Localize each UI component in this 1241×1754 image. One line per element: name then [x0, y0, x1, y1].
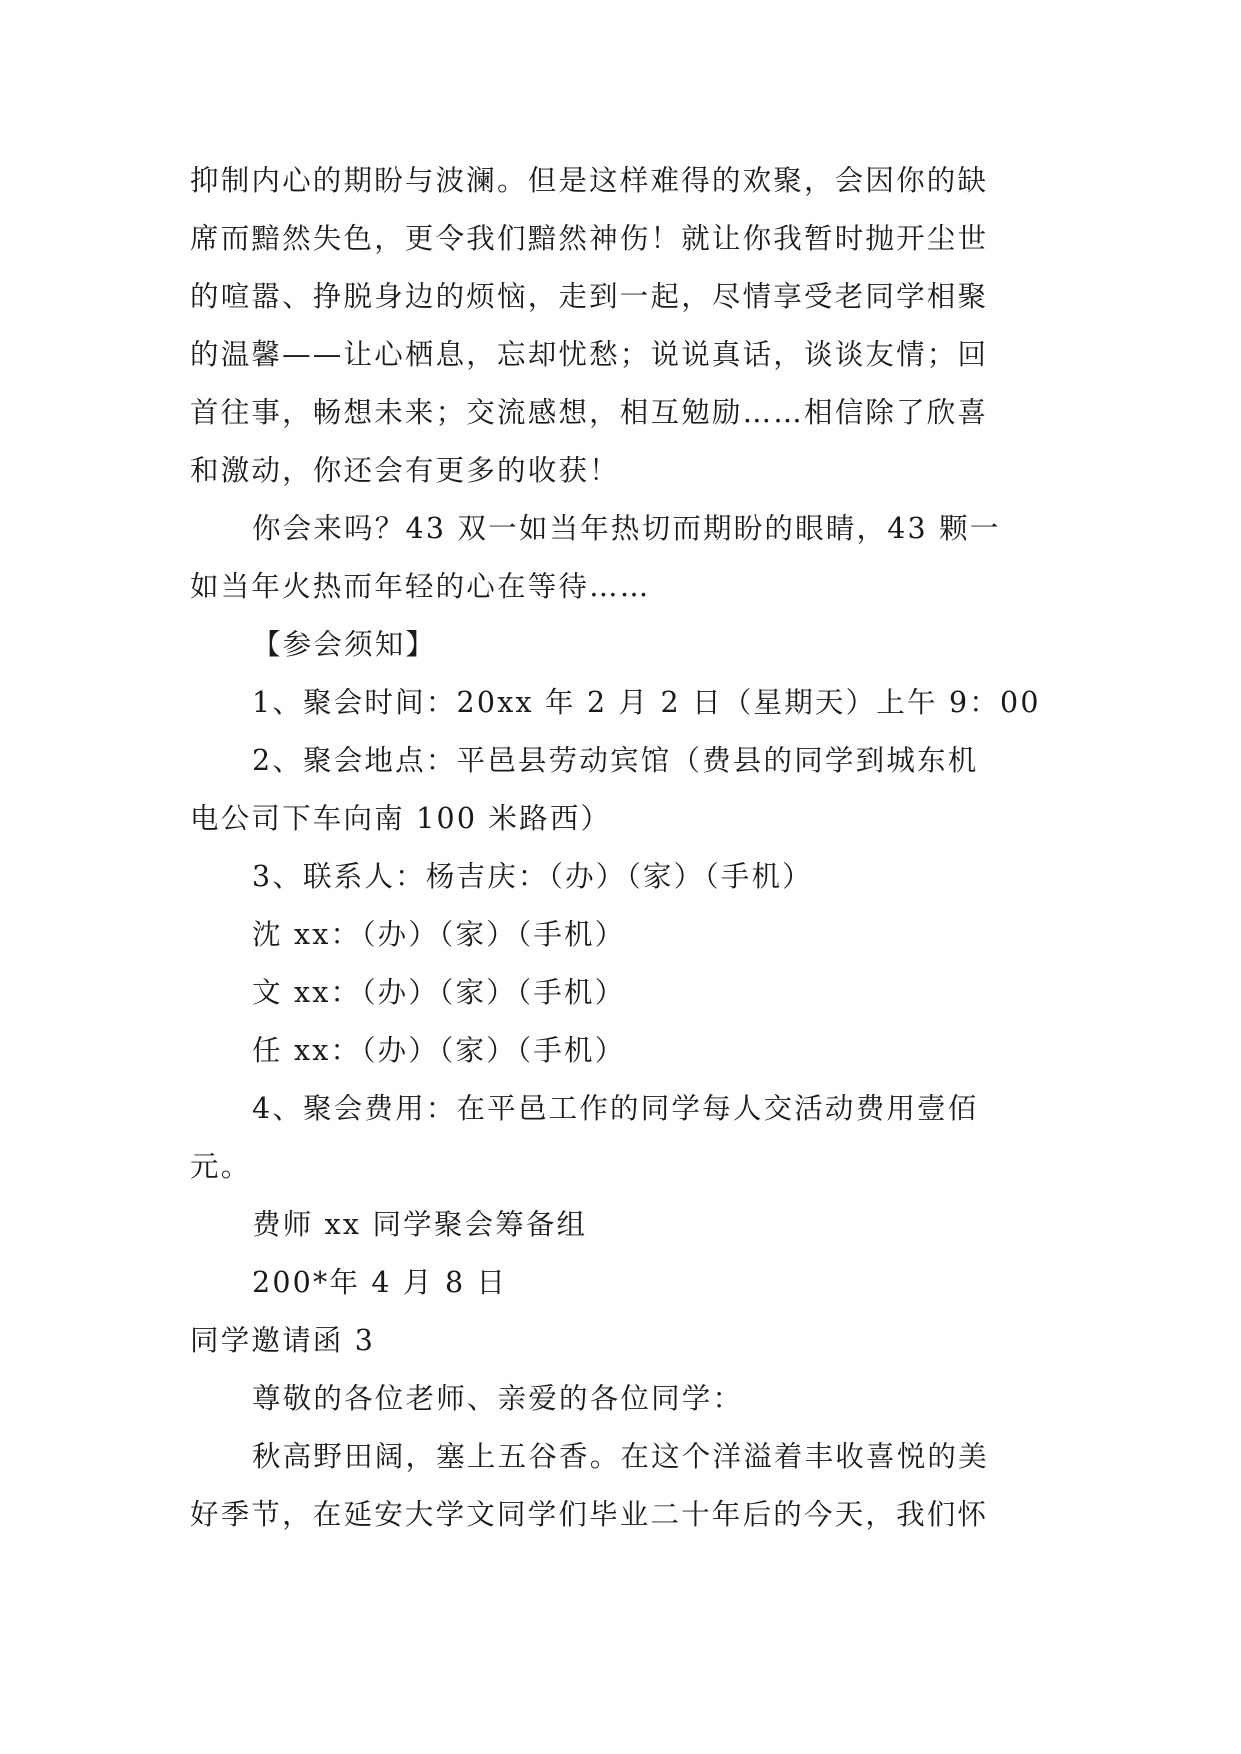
- contact-line: 3、联系人：杨吉庆：（办）（家）（手机）: [252, 860, 813, 893]
- paragraph-line: 的温馨——让心栖息，忘却忧愁；说说真话，谈谈友情；回: [190, 338, 989, 371]
- notice-heading: 【参会须知】: [252, 628, 437, 661]
- salutation-line: 尊敬的各位老师、亲爱的各位同学：: [252, 1382, 744, 1415]
- date-line: 200*年 4 月 8 日: [252, 1266, 508, 1299]
- section-title: 同学邀请函 3: [190, 1324, 376, 1357]
- notice-item: 电公司下车向南 100 米路西）: [190, 802, 612, 835]
- notice-item: 1、聚会时间：20xx 年 2 月 2 日（星期天）上午 9：00: [252, 686, 1041, 719]
- notice-item: 2、聚会地点：平邑县劳动宾馆（费县的同学到城东机: [252, 744, 979, 777]
- contact-line: 沈 xx：（办）（家）（手机）: [252, 918, 626, 951]
- paragraph-line: 秋高野田阔，塞上五谷香。在这个洋溢着丰收喜悦的美: [252, 1440, 989, 1473]
- paragraph-line: 抑制内心的期盼与波澜。但是这样难得的欢聚，会因你的缺: [190, 164, 989, 197]
- notice-item: 4、聚会费用：在平邑工作的同学每人交活动费用壹佰: [252, 1092, 979, 1125]
- paragraph-line: 如当年火热而年轻的心在等待……: [190, 570, 651, 603]
- paragraph-line: 的喧嚣、挣脱身边的烦恼，走到一起，尽情享受老同学相聚: [190, 280, 989, 313]
- paragraph-line: 首往事，畅想未来；交流感想，相互勉励……相信除了欣喜: [190, 396, 989, 429]
- paragraph-line: 好季节，在延安大学文同学们毕业二十年后的今天，我们怀: [190, 1498, 989, 1531]
- paragraph-line: 你会来吗？43 双一如当年热切而期盼的眼睛，43 颗一: [252, 512, 1001, 545]
- notice-item: 元。: [190, 1150, 252, 1183]
- paragraph-line: 和激动，你还会有更多的收获！: [190, 454, 620, 487]
- signature-line: 费师 xx 同学聚会筹备组: [252, 1208, 588, 1241]
- contact-line: 任 xx：（办）（家）（手机）: [252, 1034, 626, 1067]
- paragraph-line: 席而黯然失色，更令我们黯然神伤！就让你我暂时抛开尘世: [190, 222, 989, 255]
- contact-line: 文 xx：（办）（家）（手机）: [252, 976, 626, 1009]
- document-body: [190, 152, 1050, 1544]
